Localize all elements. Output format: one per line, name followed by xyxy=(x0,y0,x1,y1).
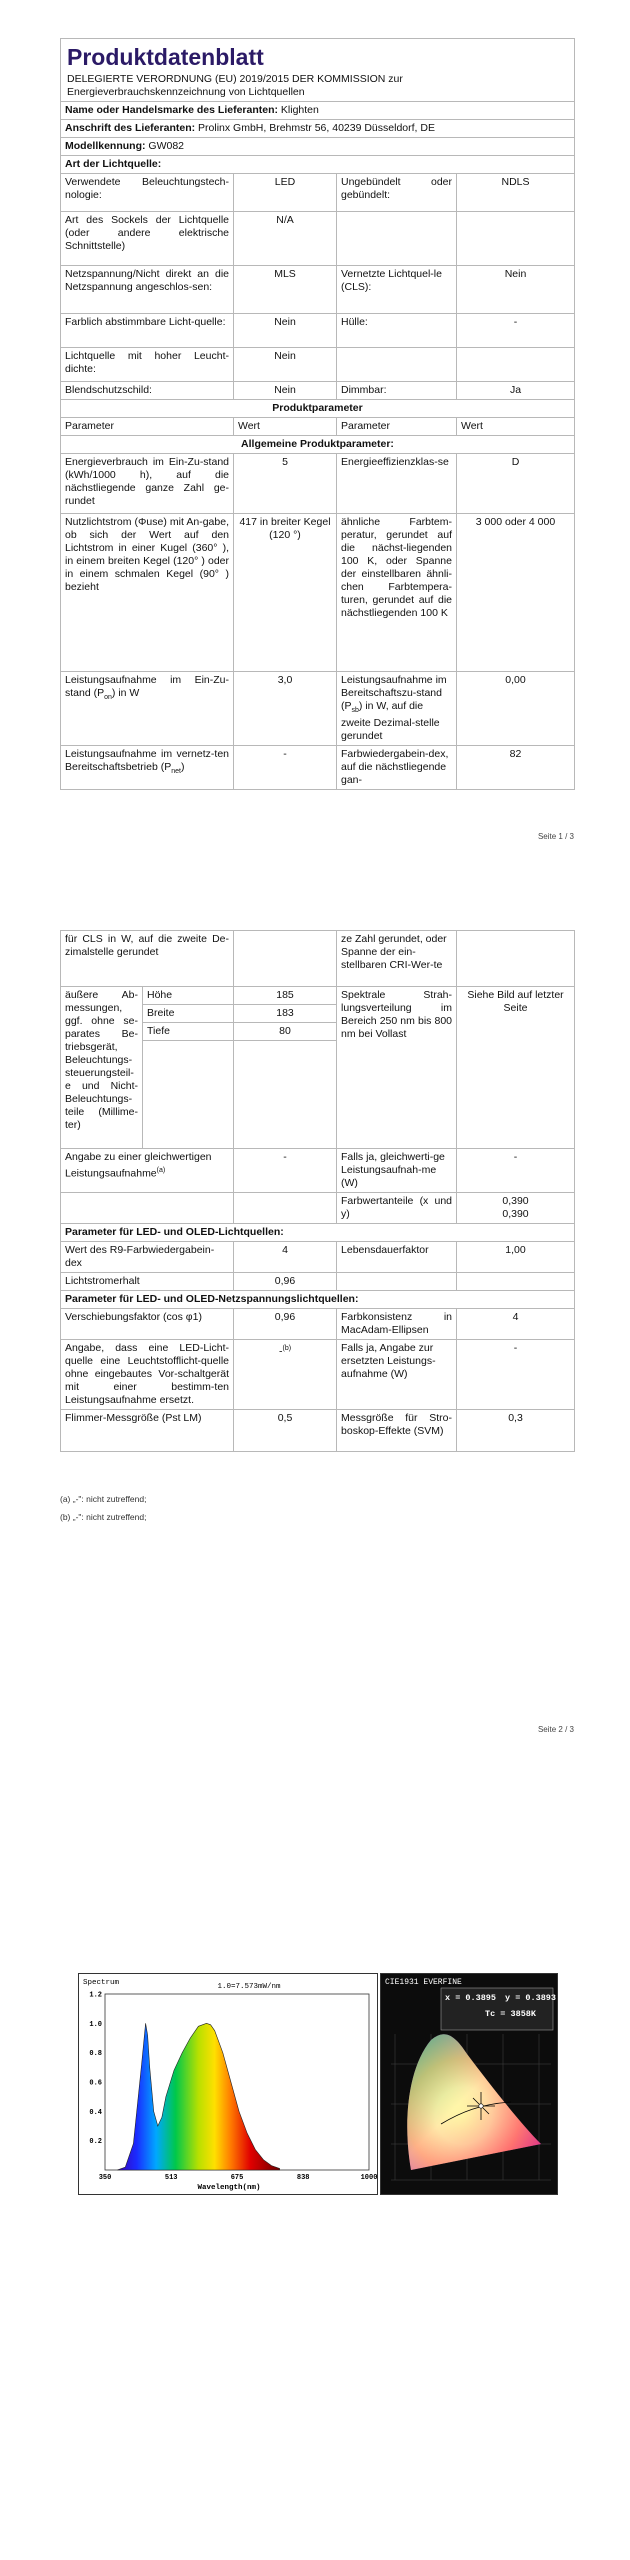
page-number: Seite 1 / 3 xyxy=(537,832,574,841)
table-cell: Energieeffizienzklas-se xyxy=(337,454,457,514)
table-cell: Netzspannung/Nicht direkt an die Netzspannung angeschlos-sen: xyxy=(61,266,234,314)
table-cell: Nein xyxy=(234,314,337,348)
product-data-table xyxy=(60,38,575,790)
table-cell xyxy=(457,212,575,266)
table-cell: 417 in breiter Kegel (120 °) xyxy=(234,514,337,672)
table-cell: 1,00 xyxy=(457,1242,575,1273)
table-cell: Dimmbar: xyxy=(337,382,457,400)
table-cell xyxy=(337,348,457,382)
table-cell: für CLS in W, auf die zweite De-zimalstelle gerundet xyxy=(61,931,234,987)
footnote-a: (a) „-": nicht zutreffend; xyxy=(60,1494,147,1504)
table-cell: Leistungsaufnahme im vernetz-ten Bereitschaftsbetrieb $(P_{net})$ xyxy=(61,746,234,790)
column-header: Wert xyxy=(234,418,337,436)
table-cell: NDLS xyxy=(457,174,575,212)
spectrum-area xyxy=(117,2023,279,2170)
table-cell: Flimmer-Messgröße (Pst LM) xyxy=(61,1410,234,1452)
dim-value: 80 xyxy=(234,1023,337,1041)
table-cell xyxy=(61,1149,234,1193)
x-tick-label: 350 xyxy=(98,2174,112,2182)
table-cell: Lebensdauerfaktor xyxy=(337,1242,457,1273)
table-cell xyxy=(234,1041,337,1149)
table-cell: Blendschutzschild: xyxy=(61,382,234,400)
table-cell: 82 xyxy=(457,746,575,790)
table-cell: MLS xyxy=(234,266,337,314)
table-cell: Angabe, dass eine LED-Licht-quelle eine Leuchtstofflicht-quelle ohne eingebautes Vor-schaltgerät mit einer bestimm-ten Leistungsaufnahme ersetzt. xyxy=(61,1340,234,1410)
column-header: Parameter xyxy=(337,418,457,436)
column-header: Wert xyxy=(457,418,575,436)
table-cell: - xyxy=(457,1340,575,1410)
cie-x-readout: x = 0.3895 xyxy=(445,1993,497,2003)
chroma-x: 0,390 xyxy=(502,1195,529,1207)
cie-diagram xyxy=(381,1974,557,2194)
table-cell: LED xyxy=(234,174,337,212)
cie-tc-readout: Tc = 3858K xyxy=(485,2009,537,2019)
table-cell: Verschiebungsfaktor (cos φ1) xyxy=(61,1309,234,1340)
table-cell: Farbkonsistenz in MacAdam-Ellipsen xyxy=(337,1309,457,1340)
page-title: Produktdatenblatt xyxy=(67,44,264,70)
spectrum-figure xyxy=(78,1973,378,2195)
regulation-text: DELEGIERTE VERORDNUNG (EU) 2019/2015 DER KOMMISSION zur Energieverbrauchskennzeichnung von Lichtquellen xyxy=(67,73,403,98)
footnote-ref: (a) xyxy=(156,1167,166,1174)
supplier-address-row xyxy=(61,120,575,138)
supplier-address-value: Prolinx GmbH, Brehmstr 56, 40239 Düsseldorf, DE xyxy=(198,122,435,134)
table-cell xyxy=(457,1193,575,1224)
table-cell: 0,96 xyxy=(234,1273,337,1291)
table-cell xyxy=(143,1041,234,1149)
x-axis-label: Wavelength(nm) xyxy=(197,2184,261,2192)
product-data-table-continued xyxy=(60,930,575,1452)
table-cell: 0,96 xyxy=(234,1309,337,1340)
model-row xyxy=(61,138,575,156)
table-cell xyxy=(234,931,337,987)
supplier-address-label: Anschrift des Lieferanten: xyxy=(65,122,196,134)
led-params-heading: Parameter für LED- und OLED-Lichtquellen: xyxy=(61,1224,575,1242)
table-cell xyxy=(457,931,575,987)
spectral-value: Siehe Bild auf letzter Seite xyxy=(457,987,575,1149)
table-cell: Leistungsaufnahme im Bereitschaftszu-stand $(P_{sb})$ in W, auf die zweite Dezimal-stelle gerundet xyxy=(337,672,457,746)
table-cell: - xyxy=(234,746,337,790)
table-cell xyxy=(234,1340,337,1410)
table-cell: 0,3 xyxy=(457,1410,575,1452)
table-cell: Ungebündelt oder gebündelt: xyxy=(337,174,457,212)
spectrum-title: Spectrum xyxy=(83,1979,120,1987)
y-tick-label: 1.0 xyxy=(89,2020,102,2029)
cie-y-readout: y = 0.3893 xyxy=(505,1993,557,2003)
spectral-label: Spektrale Strah-lungsverteilung im Bereich 250 nm bis 800 nm bei Vollast xyxy=(337,987,457,1149)
table-cell: 0,00 xyxy=(457,672,575,746)
supplier-name-label: Name oder Handelsmarke des Lieferanten: xyxy=(65,104,278,116)
header-cell xyxy=(61,39,575,102)
equiv-label: Angabe zu einer gleichwertigen Leistungsaufnahme xyxy=(65,1151,212,1180)
table-cell xyxy=(457,1273,575,1291)
table-cell xyxy=(61,1193,234,1224)
table-cell: Lichtquelle mit hoher Leucht-dichte: xyxy=(61,348,234,382)
x-tick-label: 513 xyxy=(164,2174,178,2182)
table-cell: ähnliche Farbtem-peratur, gerundet auf die nächst-liegenden 100 K, oder Spanne der einstellbaren ähnli-chen Farbtempera-turen, gerundet auf die nächstliegenden 100 K xyxy=(337,514,457,672)
supplier-name-value: Klighten xyxy=(280,104,319,116)
cie-figure xyxy=(380,1973,558,2195)
footnote-ref: (b) xyxy=(282,1345,292,1352)
table-cell: Lichtstromerhalt xyxy=(61,1273,234,1291)
page-number: Seite 2 / 3 xyxy=(537,1725,574,1734)
table-cell: Farbwiedergabein-dex, auf die nächstliegende gan- xyxy=(337,746,457,790)
table-cell: Verwendete Beleuchtungstech-nologie: xyxy=(61,174,234,212)
table-cell: 3 000 oder 4 000 xyxy=(457,514,575,672)
y-tick-label: 1.2 xyxy=(89,1991,102,2000)
table-cell xyxy=(457,348,575,382)
table-cell: Leistungsaufnahme im Ein-Zu-stand $(P_{on})$ in W xyxy=(61,672,234,746)
footnote-b: (b) „-": nicht zutreffend; xyxy=(60,1512,147,1522)
table-cell: Nutzlichtstrom (Φuse) mit An-gabe, ob sich der Wert auf den Lichtstrom in einer Kugel (360° ), in einem breiten Kegel (120° ) oder in einem schmalen Kegel (90° ) bezieht xyxy=(61,514,234,672)
spectrum-header: 1.0=7.573mW/nm xyxy=(217,1983,281,1991)
chroma-y: 0,390 xyxy=(502,1208,529,1220)
supplier-name-row xyxy=(61,102,575,120)
mains-params-heading: Parameter für LED- und OLED-Netzspannungslichtquellen: xyxy=(61,1291,575,1309)
product-params-heading: Produktparameter xyxy=(61,400,575,418)
table-cell: 4 xyxy=(457,1309,575,1340)
table-cell xyxy=(337,212,457,266)
table-cell: 0,5 xyxy=(234,1410,337,1452)
x-tick-label: 838 xyxy=(296,2174,310,2182)
dimensions-label: äußere Ab-messungen, ggf. ohne se-parates Be-triebsgerät, Beleuchtungs-steuerungsteil-e und Nicht-Beleuchtungs-teile (Millime-ter) xyxy=(61,987,143,1149)
table-cell: Farblich abstimmbare Licht-quelle: xyxy=(61,314,234,348)
x-tick-label: 1000 xyxy=(360,2174,377,2182)
x-tick-label: 675 xyxy=(230,2174,244,2182)
table-cell: Falls ja, Angabe zur ersetzten Leistungs-aufnahme (W) xyxy=(337,1340,457,1410)
table-cell xyxy=(234,1193,337,1224)
table-cell: Wert des R9-Farbwiedergabein-dex xyxy=(61,1242,234,1273)
dim-value: 183 xyxy=(234,1005,337,1023)
table-cell: Art des Sockels der Lichtquelle (oder andere elektrische Schnittstelle) xyxy=(61,212,234,266)
dim-label: Breite xyxy=(143,1005,234,1023)
cie-title: CIE1931 EVERFINE xyxy=(385,1978,462,1987)
table-cell: ze Zahl gerundet, oder Spanne der ein-stellbaren CRI-Wer-te xyxy=(337,931,457,987)
y-tick-label: 0.8 xyxy=(89,2050,102,2059)
y-tick-label: 0.6 xyxy=(89,2079,102,2088)
table-cell: 3,0 xyxy=(234,672,337,746)
table-cell: - xyxy=(234,1149,337,1193)
y-tick-label: 0.2 xyxy=(89,2138,102,2147)
table-cell: Hülle: xyxy=(337,314,457,348)
table-cell: D xyxy=(457,454,575,514)
claim-value: - xyxy=(278,1345,283,1358)
table-cell xyxy=(337,1273,457,1291)
table-cell: Farbwertanteile (x und y) xyxy=(337,1193,457,1224)
table-cell: Messgröße für Stro-boskop-Effekte (SVM) xyxy=(337,1410,457,1452)
table-cell: Nein xyxy=(234,382,337,400)
column-header: Parameter xyxy=(61,418,234,436)
dim-value: 185 xyxy=(234,987,337,1005)
table-cell: 5 xyxy=(234,454,337,514)
y-tick-label: 0.4 xyxy=(89,2108,102,2117)
table-cell: - xyxy=(457,314,575,348)
dim-label: Höhe xyxy=(143,987,234,1005)
table-cell: Vernetzte Lichtquel-le (CLS): xyxy=(337,266,457,314)
table-cell: - xyxy=(457,1149,575,1193)
dim-label: Tiefe xyxy=(143,1023,234,1041)
source-type-heading: Art der Lichtquelle: xyxy=(61,156,575,174)
table-cell: N/A xyxy=(234,212,337,266)
cie-chromaticity-point xyxy=(479,2104,483,2108)
table-cell: Falls ja, gleichwerti-ge Leistungsaufnah-me (W) xyxy=(337,1149,457,1193)
table-cell: Energieverbrauch im Ein-Zu-stand (kWh/1000 h), auf die nächstliegende ganze Zahl ge-rundet xyxy=(61,454,234,514)
general-params-heading: Allgemeine Produktparameter: xyxy=(61,436,575,454)
model-label: Modellkennung: xyxy=(65,140,146,152)
spectrum-chart xyxy=(79,1974,377,2194)
table-cell: Nein xyxy=(457,266,575,314)
table-cell: Nein xyxy=(234,348,337,382)
table-cell: 4 xyxy=(234,1242,337,1273)
figures xyxy=(78,1973,556,2193)
model-value: GW082 xyxy=(148,140,185,152)
table-cell: Ja xyxy=(457,382,575,400)
